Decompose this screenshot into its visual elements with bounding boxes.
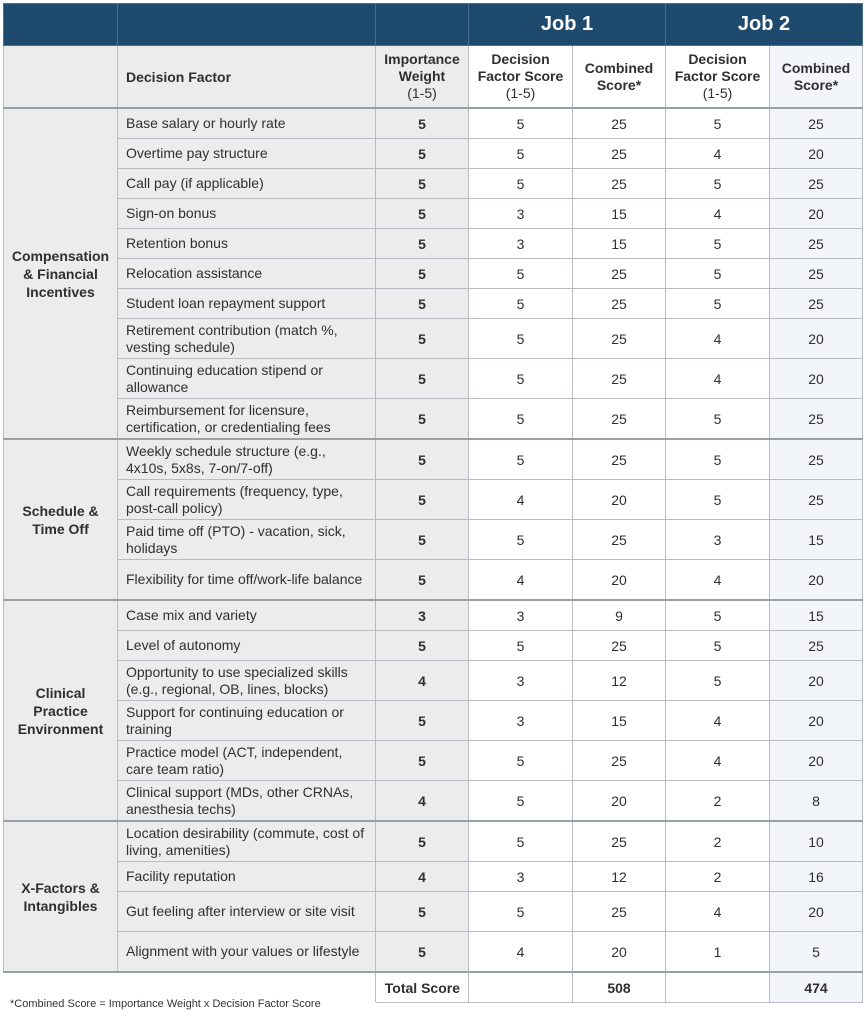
job1-combined: 25 [573,439,666,480]
job1-score: 5 [469,139,573,169]
decision-factor: Reimbursement for licensure, certification, or credentialing fees [118,399,376,440]
job2-score: 4 [666,892,770,932]
job1-combined: 20 [573,781,666,822]
table-row [4,781,863,822]
job1-combined: 25 [573,108,666,139]
job2-score: 3 [666,520,770,560]
importance-weight: 5 [376,259,469,289]
table-row [4,480,863,520]
blank-corner [376,4,469,46]
job1-score: 5 [469,359,573,399]
job1-combined: 25 [573,631,666,661]
job1-combined: 9 [573,600,666,631]
table-row [4,520,863,560]
blank-corner [4,4,118,46]
job1-combined: 25 [573,520,666,560]
table-row [4,741,863,781]
decision-factor: Call requirements (frequency, type, post-call policy) [118,480,376,520]
decision-factor: Retention bonus [118,229,376,259]
job2-score: 5 [666,108,770,139]
importance-weight: 5 [376,480,469,520]
importance-weight: 4 [376,661,469,701]
importance-weight-label: Importance Weight [384,51,460,84]
footnote: *Combined Score = Importance Weight x Decision Factor Score [10,998,321,1010]
job2-combined: 20 [770,560,863,601]
job1-combined: 25 [573,259,666,289]
table-row [4,359,863,399]
job2-score: 5 [666,169,770,199]
importance-weight: 5 [376,741,469,781]
job2-score: 2 [666,821,770,862]
job1-total: 508 [573,972,666,1003]
category-label: Compensation & Financial Incentives [4,108,118,439]
job-header-row [4,4,863,46]
job1-score: 5 [469,169,573,199]
job1-score: 3 [469,229,573,259]
table-row [4,169,863,199]
job1-combined: 25 [573,289,666,319]
job2-combined-header [770,46,863,109]
job1-score: 3 [469,862,573,892]
table-row [4,631,863,661]
importance-weight: 5 [376,199,469,229]
table-row [4,289,863,319]
job2-combined: 15 [770,520,863,560]
table-row [4,229,863,259]
importance-weight: 5 [376,289,469,319]
importance-weight: 5 [376,229,469,259]
decision-factor-header: Decision Factor [118,46,376,109]
decision-factor: Sign-on bonus [118,199,376,229]
job2-score-label: Decision Factor Score [674,51,761,84]
table-row [4,661,863,701]
job1-score: 5 [469,520,573,560]
importance-weight: 5 [376,631,469,661]
job1-combined: 25 [573,821,666,862]
importance-weight: 5 [376,520,469,560]
importance-weight: 4 [376,862,469,892]
table-row [4,701,863,741]
decision-factor: Opportunity to use specialized skills (e.g., regional, OB, lines, blocks) [118,661,376,701]
job2-score: 5 [666,259,770,289]
job2-combined-label: Combined Score* [781,59,851,93]
decision-factor: Facility reputation [118,862,376,892]
job1-combined-label: Combined Score* [584,59,654,93]
job2-title: Job 2 [666,4,863,46]
table-row [4,199,863,229]
total-score-label: Total Score [376,972,469,1003]
decision-factor: Gut feeling after interview or site visit [118,892,376,932]
table-row [4,259,863,289]
job1-score: 3 [469,661,573,701]
job2-combined: 25 [770,108,863,139]
job1-score: 5 [469,259,573,289]
job2-total: 474 [770,972,863,1003]
job2-score: 5 [666,439,770,480]
importance-weight: 5 [376,932,469,973]
table-row [4,439,863,480]
job2-score: 4 [666,701,770,741]
table-row [4,932,863,973]
importance-weight: 3 [376,600,469,631]
comparison-table [3,3,863,1003]
job2-score: 5 [666,600,770,631]
importance-weight: 5 [376,821,469,862]
decision-factor: Paid time off (PTO) - vacation, sick, holidays [118,520,376,560]
job1-score: 5 [469,289,573,319]
job1-score: 5 [469,631,573,661]
decision-factor: Weekly schedule structure (e.g., 4x10s, 5x8s, 7-on/7-off) [118,439,376,480]
job1-score: 5 [469,439,573,480]
category-label: Clinical Practice Environment [4,600,118,821]
job1-score: 5 [469,108,573,139]
decision-factor: Overtime pay structure [118,139,376,169]
job2-combined: 25 [770,399,863,440]
decision-factor: Student loan repayment support [118,289,376,319]
job2-score: 5 [666,399,770,440]
job2-score: 4 [666,560,770,601]
decision-factor: Retirement contribution (match %, vesting schedule) [118,319,376,359]
decision-factor: Continuing education stipend or allowance [118,359,376,399]
category-label: X-Factors & Intangibles [4,821,118,972]
job1-combined: 25 [573,139,666,169]
importance-weight: 5 [376,399,469,440]
job1-score-label: Decision Factor Score [477,51,564,84]
job2-score-range: (1-5) [702,85,733,101]
job1-score: 5 [469,319,573,359]
job2-score: 5 [666,480,770,520]
importance-weight: 5 [376,359,469,399]
job2-score: 2 [666,781,770,822]
job1-score-header [469,46,573,109]
table-row [4,821,863,862]
job1-combined-header [573,46,666,109]
job1-combined: 12 [573,862,666,892]
decision-factor: Alignment with your values or lifestyle [118,932,376,973]
job1-combined: 25 [573,319,666,359]
job2-combined: 15 [770,600,863,631]
job1-score: 5 [469,781,573,822]
job2-combined: 5 [770,932,863,973]
importance-weight: 5 [376,319,469,359]
table-row [4,139,863,169]
job2-combined: 16 [770,862,863,892]
weight-range: (1-5) [407,85,437,101]
importance-weight: 5 [376,701,469,741]
job1-score: 4 [469,932,573,973]
job1-score: 3 [469,701,573,741]
job2-combined: 25 [770,229,863,259]
job2-combined: 25 [770,439,863,480]
job1-score: 5 [469,892,573,932]
job2-score: 5 [666,661,770,701]
job2-combined: 20 [770,661,863,701]
decision-factor: Level of autonomy [118,631,376,661]
job2-combined: 20 [770,701,863,741]
job2-score: 5 [666,289,770,319]
job2-score-header [666,46,770,109]
job2-combined: 20 [770,199,863,229]
job1-score-range: (1-5) [505,85,536,101]
job2-combined: 20 [770,892,863,932]
job1-combined: 25 [573,892,666,932]
job2-score: 4 [666,741,770,781]
importance-weight: 5 [376,169,469,199]
importance-weight: 5 [376,139,469,169]
job1-score: 5 [469,821,573,862]
job1-score: 4 [469,480,573,520]
job1-score: 5 [469,399,573,440]
table-row [4,892,863,932]
importance-weight: 5 [376,108,469,139]
job1-title: Job 1 [469,4,666,46]
job2-combined: 25 [770,480,863,520]
job2-combined: 25 [770,259,863,289]
job2-score: 4 [666,199,770,229]
job1-combined: 25 [573,359,666,399]
job2-combined: 20 [770,319,863,359]
decision-factor: Case mix and variety [118,600,376,631]
job2-combined: 10 [770,821,863,862]
job2-score: 4 [666,139,770,169]
job1-score: 3 [469,199,573,229]
table-row [4,108,863,139]
job2-score: 4 [666,319,770,359]
total-blank [469,972,573,1003]
job2-score: 5 [666,229,770,259]
decision-factor: Relocation assistance [118,259,376,289]
job1-combined: 20 [573,932,666,973]
job2-score: 5 [666,631,770,661]
table-row [4,600,863,631]
job2-combined: 25 [770,169,863,199]
job1-combined: 15 [573,199,666,229]
category-label: Schedule & Time Off [4,439,118,600]
job1-combined: 25 [573,399,666,440]
decision-factor: Base salary or hourly rate [118,108,376,139]
category-header [4,46,118,109]
job2-score: 2 [666,862,770,892]
job1-combined: 25 [573,169,666,199]
job1-combined: 25 [573,741,666,781]
job1-combined: 15 [573,701,666,741]
decision-factor: Location desirability (commute, cost of living, amenities) [118,821,376,862]
table-row [4,560,863,601]
job2-combined: 20 [770,741,863,781]
decision-factor: Flexibility for time off/work-life balance [118,560,376,601]
importance-weight: 5 [376,439,469,480]
table-row [4,399,863,440]
job2-score: 4 [666,359,770,399]
decision-factor: Support for continuing education or training [118,701,376,741]
job2-combined: 8 [770,781,863,822]
decision-factor: Practice model (ACT, independent, care team ratio) [118,741,376,781]
job1-combined: 20 [573,560,666,601]
job2-combined: 20 [770,139,863,169]
job2-combined: 25 [770,631,863,661]
decision-factor: Clinical support (MDs, other CRNAs, anesthesia techs) [118,781,376,822]
blank-corner [118,4,376,46]
job1-combined: 15 [573,229,666,259]
job1-combined: 20 [573,480,666,520]
importance-weight: 5 [376,560,469,601]
job2-combined: 25 [770,289,863,319]
table-row [4,862,863,892]
job2-combined: 20 [770,359,863,399]
job1-score: 5 [469,741,573,781]
column-header-row [4,46,863,109]
table-row [4,319,863,359]
job1-combined: 12 [573,661,666,701]
importance-weight-header [376,46,469,109]
job1-score: 4 [469,560,573,601]
job1-score: 3 [469,600,573,631]
importance-weight: 5 [376,892,469,932]
importance-weight: 4 [376,781,469,822]
decision-factor: Call pay (if applicable) [118,169,376,199]
total-blank [666,972,770,1003]
job2-score: 1 [666,932,770,973]
